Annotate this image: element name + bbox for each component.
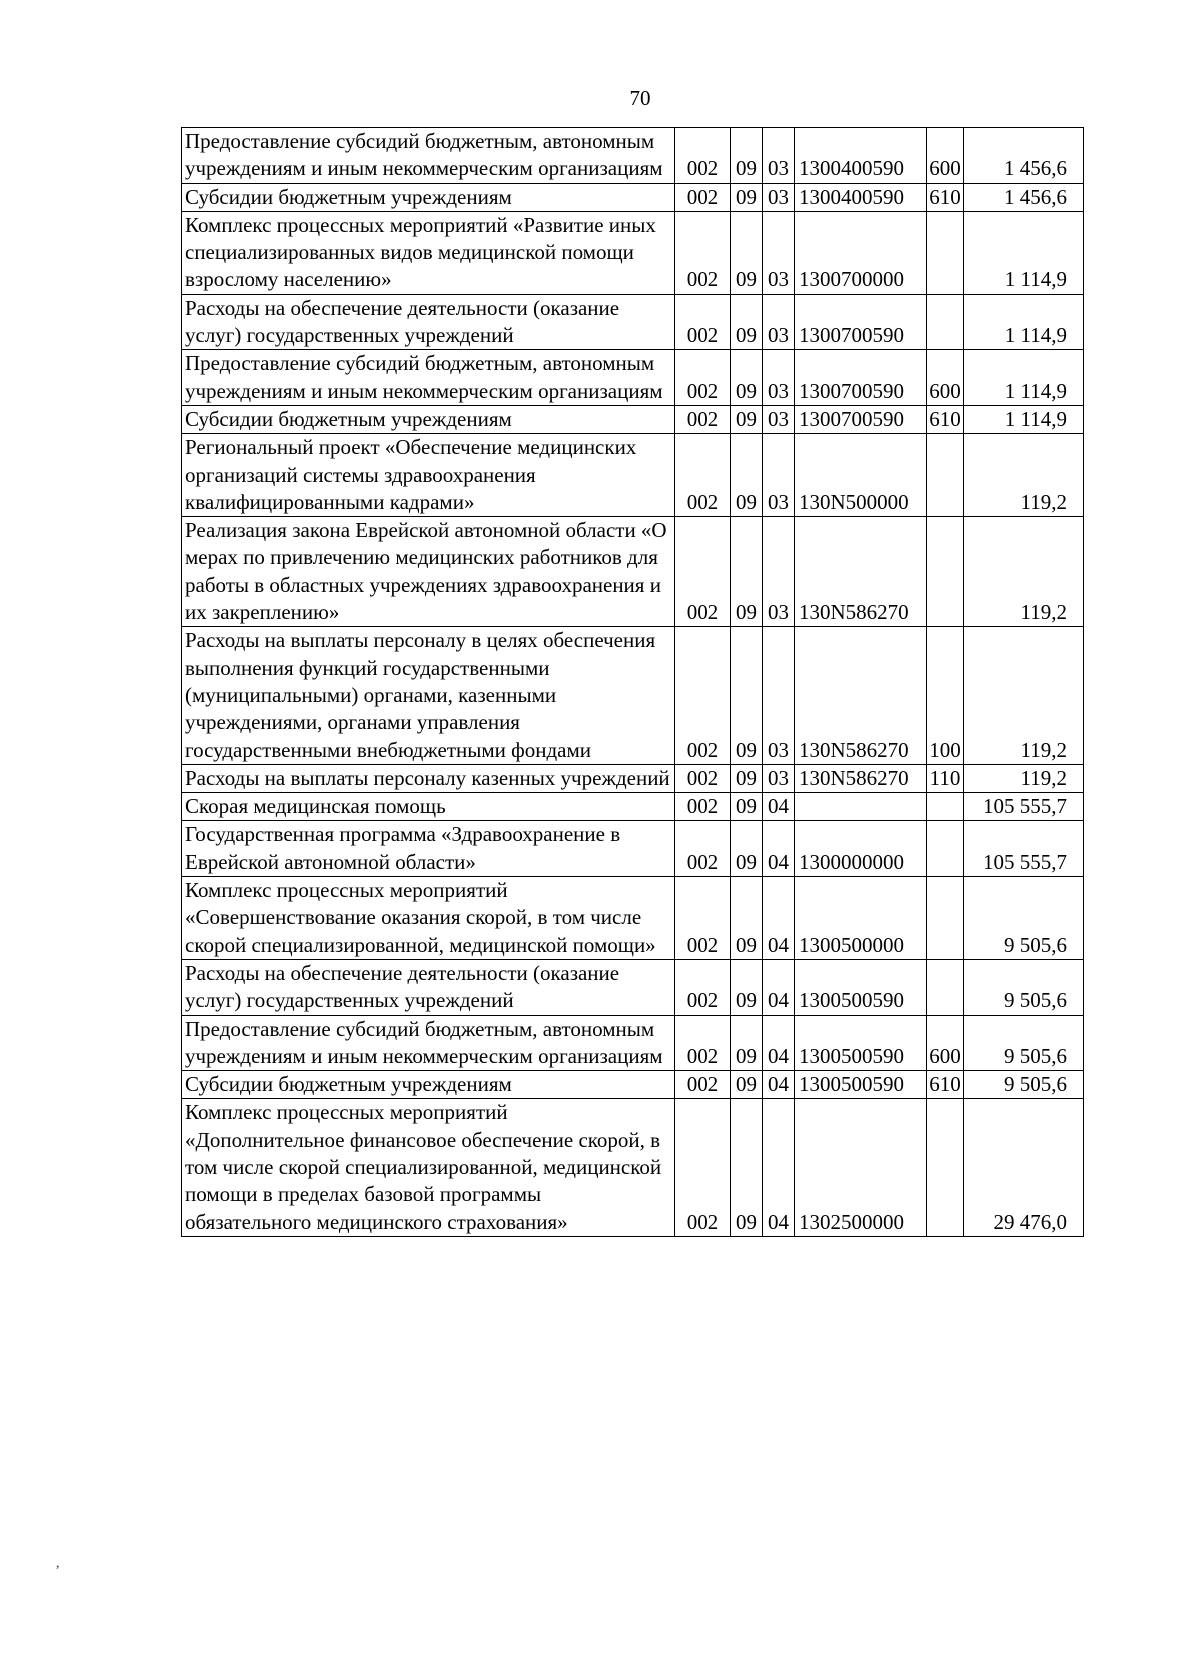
table-row — [182, 128, 1084, 184]
expense-type-cell — [927, 434, 964, 517]
section-code-cell: 09 — [731, 517, 763, 627]
target-article-cell: 1300400590 — [795, 183, 927, 211]
budget-table-body — [182, 128, 1084, 1237]
section-code-cell: 09 — [731, 405, 763, 433]
target-article-cell: 130N586270 — [795, 764, 927, 792]
subsection-code-cell: 04 — [763, 1015, 795, 1071]
expense-name-cell: Комплекс процессных мероприятий «Совершенствование оказания скорой, в том числе скорой специализированной, медицинской помощи» — [182, 877, 675, 960]
admin-code-cell: 002 — [675, 183, 731, 211]
subsection-code-cell: 04 — [763, 1099, 795, 1236]
amount-cell: 105 555,7 — [964, 793, 1084, 821]
admin-code-cell: 002 — [675, 627, 731, 764]
expense-name-cell: Комплекс процессных мероприятий «Дополнительное финансовое обеспечение скорой, в том числе скорой специализированной, медицинской помощи в пределах базовой программы обязательного медицинского страхования» — [182, 1099, 675, 1236]
section-code-cell: 09 — [731, 1071, 763, 1099]
target-article-cell: 130N586270 — [795, 517, 927, 627]
section-code-cell: 09 — [731, 183, 763, 211]
admin-code-cell: 002 — [675, 877, 731, 960]
expense-type-cell — [927, 793, 964, 821]
subsection-code-cell: 04 — [763, 793, 795, 821]
expense-name-cell: Субсидии бюджетным учреждениям — [182, 405, 675, 433]
section-code-cell: 09 — [731, 877, 763, 960]
table-row — [182, 821, 1084, 877]
section-code-cell: 09 — [731, 821, 763, 877]
section-code-cell: 09 — [731, 793, 763, 821]
admin-code-cell: 002 — [675, 1071, 731, 1099]
amount-cell: 9 505,6 — [964, 959, 1084, 1015]
table-row — [182, 183, 1084, 211]
target-article-cell: 1300000000 — [795, 821, 927, 877]
subsection-code-cell: 03 — [763, 764, 795, 792]
section-code-cell: 09 — [731, 764, 763, 792]
admin-code-cell: 002 — [675, 1015, 731, 1071]
table-row — [182, 1071, 1084, 1099]
subsection-code-cell: 03 — [763, 211, 795, 294]
subsection-code-cell: 03 — [763, 350, 795, 406]
subsection-code-cell: 04 — [763, 821, 795, 877]
amount-cell: 119,2 — [964, 434, 1084, 517]
table-row — [182, 517, 1084, 627]
table-row — [182, 1015, 1084, 1071]
table-row — [182, 1099, 1084, 1236]
expense-name-cell: Субсидии бюджетным учреждениям — [182, 183, 675, 211]
admin-code-cell: 002 — [675, 793, 731, 821]
expense-type-cell: 600 — [927, 1015, 964, 1071]
expense-type-cell — [927, 959, 964, 1015]
table-row — [182, 959, 1084, 1015]
amount-cell: 105 555,7 — [964, 821, 1084, 877]
expense-type-cell: 610 — [927, 183, 964, 211]
target-article-cell: 1300700590 — [795, 294, 927, 350]
target-article-cell: 1300700000 — [795, 211, 927, 294]
target-article-cell: 1300500000 — [795, 877, 927, 960]
expense-type-cell — [927, 211, 964, 294]
admin-code-cell: 002 — [675, 517, 731, 627]
expense-type-cell: 100 — [927, 627, 964, 764]
admin-code-cell: 002 — [675, 405, 731, 433]
target-article-cell: 130N586270 — [795, 627, 927, 764]
admin-code-cell: 002 — [675, 764, 731, 792]
amount-cell: 1 456,6 — [964, 183, 1084, 211]
expense-name-cell: Субсидии бюджетным учреждениям — [182, 1071, 675, 1099]
expense-name-cell: Расходы на обеспечение деятельности (оказание услуг) государственных учреждений — [182, 294, 675, 350]
table-row — [182, 793, 1084, 821]
section-code-cell: 09 — [731, 350, 763, 406]
subsection-code-cell: 04 — [763, 877, 795, 960]
expense-name-cell: Региональный проект «Обеспечение медицинских организаций системы здравоохранения квалифицированными кадрами» — [182, 434, 675, 517]
expense-type-cell: 600 — [927, 350, 964, 406]
section-code-cell: 09 — [731, 959, 763, 1015]
expense-type-cell — [927, 821, 964, 877]
expense-type-cell — [927, 517, 964, 627]
subsection-code-cell: 03 — [763, 128, 795, 184]
section-code-cell: 09 — [731, 294, 763, 350]
expense-name-cell: Реализация закона Еврейской автономной области «О мерах по привлечению медицинских работников для работы в областных учреждениях здравоохранения и их закреплению» — [182, 517, 675, 627]
target-article-cell — [795, 793, 927, 821]
admin-code-cell: 002 — [675, 294, 731, 350]
section-code-cell: 09 — [731, 211, 763, 294]
subsection-code-cell: 03 — [763, 517, 795, 627]
table-row — [182, 350, 1084, 406]
subsection-code-cell: 04 — [763, 959, 795, 1015]
subsection-code-cell: 04 — [763, 1071, 795, 1099]
amount-cell: 119,2 — [964, 627, 1084, 764]
expense-type-cell: 110 — [927, 764, 964, 792]
admin-code-cell: 002 — [675, 350, 731, 406]
amount-cell: 119,2 — [964, 764, 1084, 792]
admin-code-cell: 002 — [675, 1099, 731, 1236]
expense-name-cell: Расходы на обеспечение деятельности (оказание услуг) государственных учреждений — [182, 959, 675, 1015]
table-row — [182, 434, 1084, 517]
amount-cell: 1 114,9 — [964, 211, 1084, 294]
expense-name-cell: Предоставление субсидий бюджетным, автономным учреждениям и иным некоммерческим организациям — [182, 350, 675, 406]
expense-name-cell: Предоставление субсидий бюджетным, автономным учреждениям и иным некоммерческим организациям — [182, 128, 675, 184]
subsection-code-cell: 03 — [763, 434, 795, 517]
expense-type-cell: 600 — [927, 128, 964, 184]
target-article-cell: 1300500590 — [795, 1015, 927, 1071]
target-article-cell: 1300700590 — [795, 405, 927, 433]
expense-type-cell — [927, 877, 964, 960]
section-code-cell: 09 — [731, 128, 763, 184]
amount-cell: 1 114,9 — [964, 294, 1084, 350]
admin-code-cell: 002 — [675, 821, 731, 877]
target-article-cell: 1300700590 — [795, 350, 927, 406]
expense-type-cell — [927, 1099, 964, 1236]
expense-name-cell: Комплекс процессных мероприятий «Развитие иных специализированных видов медицинской помощи взрослому населению» — [182, 211, 675, 294]
expense-type-cell: 610 — [927, 405, 964, 433]
expense-name-cell: Предоставление субсидий бюджетным, автономным учреждениям и иным некоммерческим организациям — [182, 1015, 675, 1071]
expense-name-cell: Скорая медицинская помощь — [182, 793, 675, 821]
target-article-cell: 1300500590 — [795, 959, 927, 1015]
table-row — [182, 877, 1084, 960]
amount-cell: 9 505,6 — [964, 877, 1084, 960]
stray-mark: , — [56, 1556, 60, 1571]
expense-name-cell: Расходы на выплаты персоналу казенных учреждений — [182, 764, 675, 792]
target-article-cell: 1300500590 — [795, 1071, 927, 1099]
amount-cell: 9 505,6 — [964, 1071, 1084, 1099]
amount-cell: 1 114,9 — [964, 350, 1084, 406]
section-code-cell: 09 — [731, 434, 763, 517]
admin-code-cell: 002 — [675, 128, 731, 184]
budget-table — [181, 127, 1084, 1237]
expense-name-cell: Расходы на выплаты персоналу в целях обеспечения выполнения функций государственными (муниципальными) органами, казенными учреждениями, органами управления государственными внебюджетными фондами — [182, 627, 675, 764]
table-row — [182, 211, 1084, 294]
target-article-cell: 1300400590 — [795, 128, 927, 184]
section-code-cell: 09 — [731, 627, 763, 764]
target-article-cell: 130N500000 — [795, 434, 927, 517]
admin-code-cell: 002 — [675, 434, 731, 517]
subsection-code-cell: 03 — [763, 294, 795, 350]
admin-code-cell: 002 — [675, 959, 731, 1015]
amount-cell: 1 456,6 — [964, 128, 1084, 184]
amount-cell: 119,2 — [964, 517, 1084, 627]
expense-name-cell: Государственная программа «Здравоохранение в Еврейской автономной области» — [182, 821, 675, 877]
subsection-code-cell: 03 — [763, 627, 795, 764]
section-code-cell: 09 — [731, 1099, 763, 1236]
subsection-code-cell: 03 — [763, 405, 795, 433]
admin-code-cell: 002 — [675, 211, 731, 294]
section-code-cell: 09 — [731, 1015, 763, 1071]
target-article-cell: 1302500000 — [795, 1099, 927, 1236]
table-row — [182, 764, 1084, 792]
amount-cell: 9 505,6 — [964, 1015, 1084, 1071]
table-row — [182, 294, 1084, 350]
page-number: 70 — [629, 86, 651, 110]
table-row — [182, 627, 1084, 764]
amount-cell: 29 476,0 — [964, 1099, 1084, 1236]
expense-type-cell: 610 — [927, 1071, 964, 1099]
amount-cell: 1 114,9 — [964, 405, 1084, 433]
expense-type-cell — [927, 294, 964, 350]
subsection-code-cell: 03 — [763, 183, 795, 211]
table-row — [182, 405, 1084, 433]
